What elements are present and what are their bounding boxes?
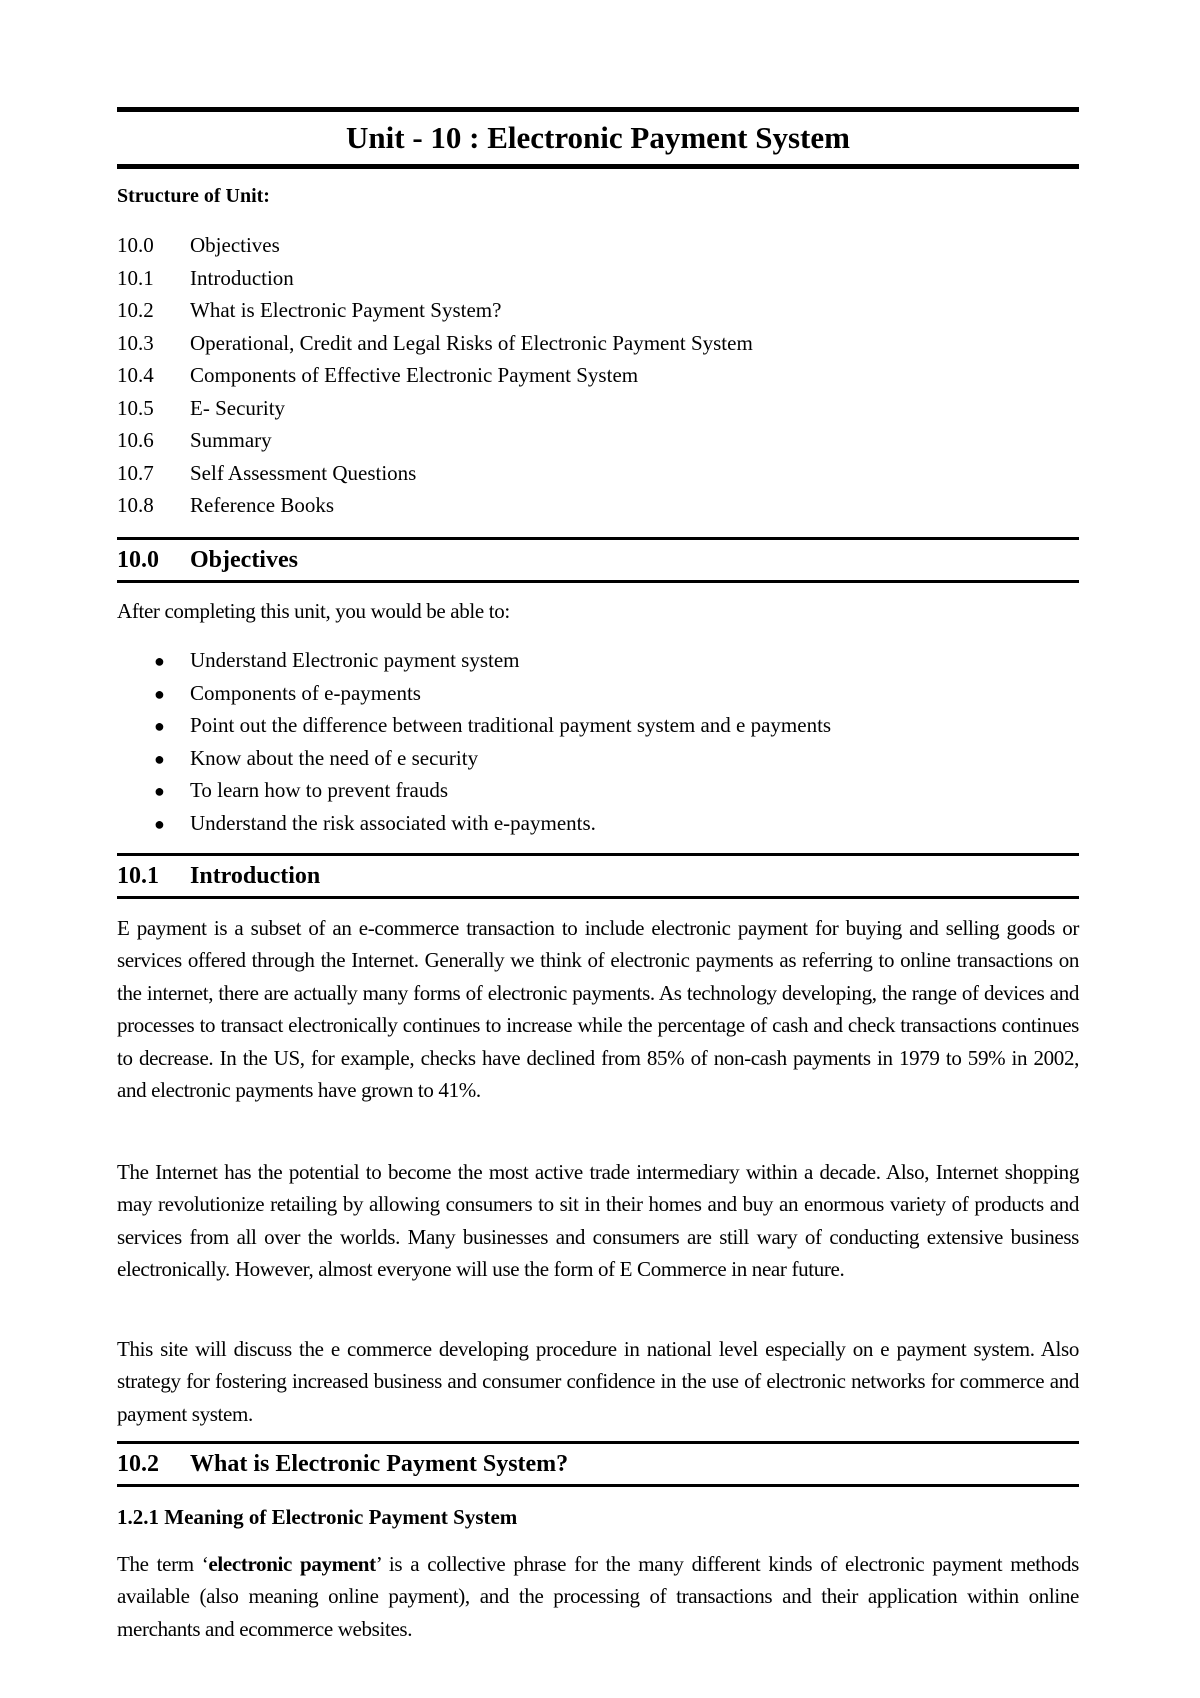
objectives-intro: After completing this unit, you would be able to:	[117, 599, 510, 623]
toc-item: 10.2 What is Electronic Payment System?	[117, 298, 502, 322]
bullet-icon: ●	[154, 683, 165, 704]
section-heading-introduction: 10.1 Introduction	[117, 853, 1079, 899]
table-of-contents	[117, 229, 753, 522]
bullet-icon: ●	[154, 781, 165, 801]
intro-paragraph-3: This site will discuss the e commerce developing procedure in national level especially on e payment system. Also strategy for fostering increased business and consumer confidence in the use of electronic networks for commerce and payment system.	[117, 1337, 1079, 1426]
bullet-icon: ●	[154, 716, 165, 736]
toc-item: 10.3 Operational, Credit and Legal Risks of Electronic Payment System	[117, 330, 753, 355]
title-rule-top	[117, 107, 1079, 112]
list-item: ● Understand Electronic payment system	[117, 644, 831, 677]
toc-item: 10.4 Components of Effective Electronic Payment System	[117, 363, 639, 387]
meaning-paragraph: The term ‘electronic payment’ is a collective phrase for the many different kinds of electronic payment methods available (also meaning online payment), and the processing of transactions and their application within online merchants and ecommerce websites.	[117, 1552, 1079, 1641]
list-item: ● To learn how to prevent frauds	[117, 774, 831, 807]
list-item: ● Understand the risk associated with e-payments.	[117, 807, 831, 840]
toc-item: 10.0 Objectives	[117, 233, 280, 257]
toc-item: 10.5 E- Security	[117, 395, 286, 420]
toc-item: 10.7 Self Assessment Questions	[117, 460, 417, 485]
list-item: ● Components of e-payments	[117, 677, 831, 710]
unit-title: Unit - 10 : Electronic Payment System	[346, 120, 850, 155]
toc-item: 10.8 Reference Books	[117, 493, 335, 517]
intro-paragraph-1: E payment is a subset of an e-commerce transaction to include electronic payment for buying and selling goods or services offered through the Internet. Generally we think of electronic payments as referring to online transactions on the internet, there are actually many forms of electronic payments. As technology developing, the range of devices and processes to transact electronically continues to increase while the percentage of cash and check transactions continues to decrease. In the US, for example, checks have declined from 85% of non-cash payments in 1979 to 59% in 2002, and electronic payments have grown to 41%.	[117, 916, 1079, 1103]
toc-item: 10.6 Summary	[117, 428, 272, 452]
section-heading-objectives: 10.0 Objectives	[117, 537, 1079, 583]
list-item: ● Know about the need of e security	[117, 742, 831, 775]
bullet-icon: ●	[154, 813, 165, 834]
bullet-icon: ●	[154, 748, 165, 769]
objectives-list	[117, 644, 831, 839]
section-heading-what-is: 10.2 What is Electronic Payment System?	[117, 1441, 1079, 1487]
list-item: ● Point out the difference between traditional payment system and e payments	[117, 709, 831, 742]
intro-paragraph-2: The Internet has the potential to become the most active trade intermediary within a decade. Also, Internet shopping may revolutionize retailing by allowing consumers to sit in their homes and buy an enormous variety of products and services from all over the worlds. Many businesses and consumers are still wary of conducting extensive business electronically. However, almost everyone will use the form of E Commerce in near future.	[117, 1160, 1079, 1282]
title-rule-bottom	[117, 164, 1079, 169]
subsection-heading: 1.2.1 Meaning of Electronic Payment System	[117, 1505, 518, 1529]
bullet-icon: ●	[154, 651, 165, 671]
toc-item: 10.1 Introduction	[117, 265, 294, 290]
structure-label: Structure of Unit:	[117, 185, 270, 207]
